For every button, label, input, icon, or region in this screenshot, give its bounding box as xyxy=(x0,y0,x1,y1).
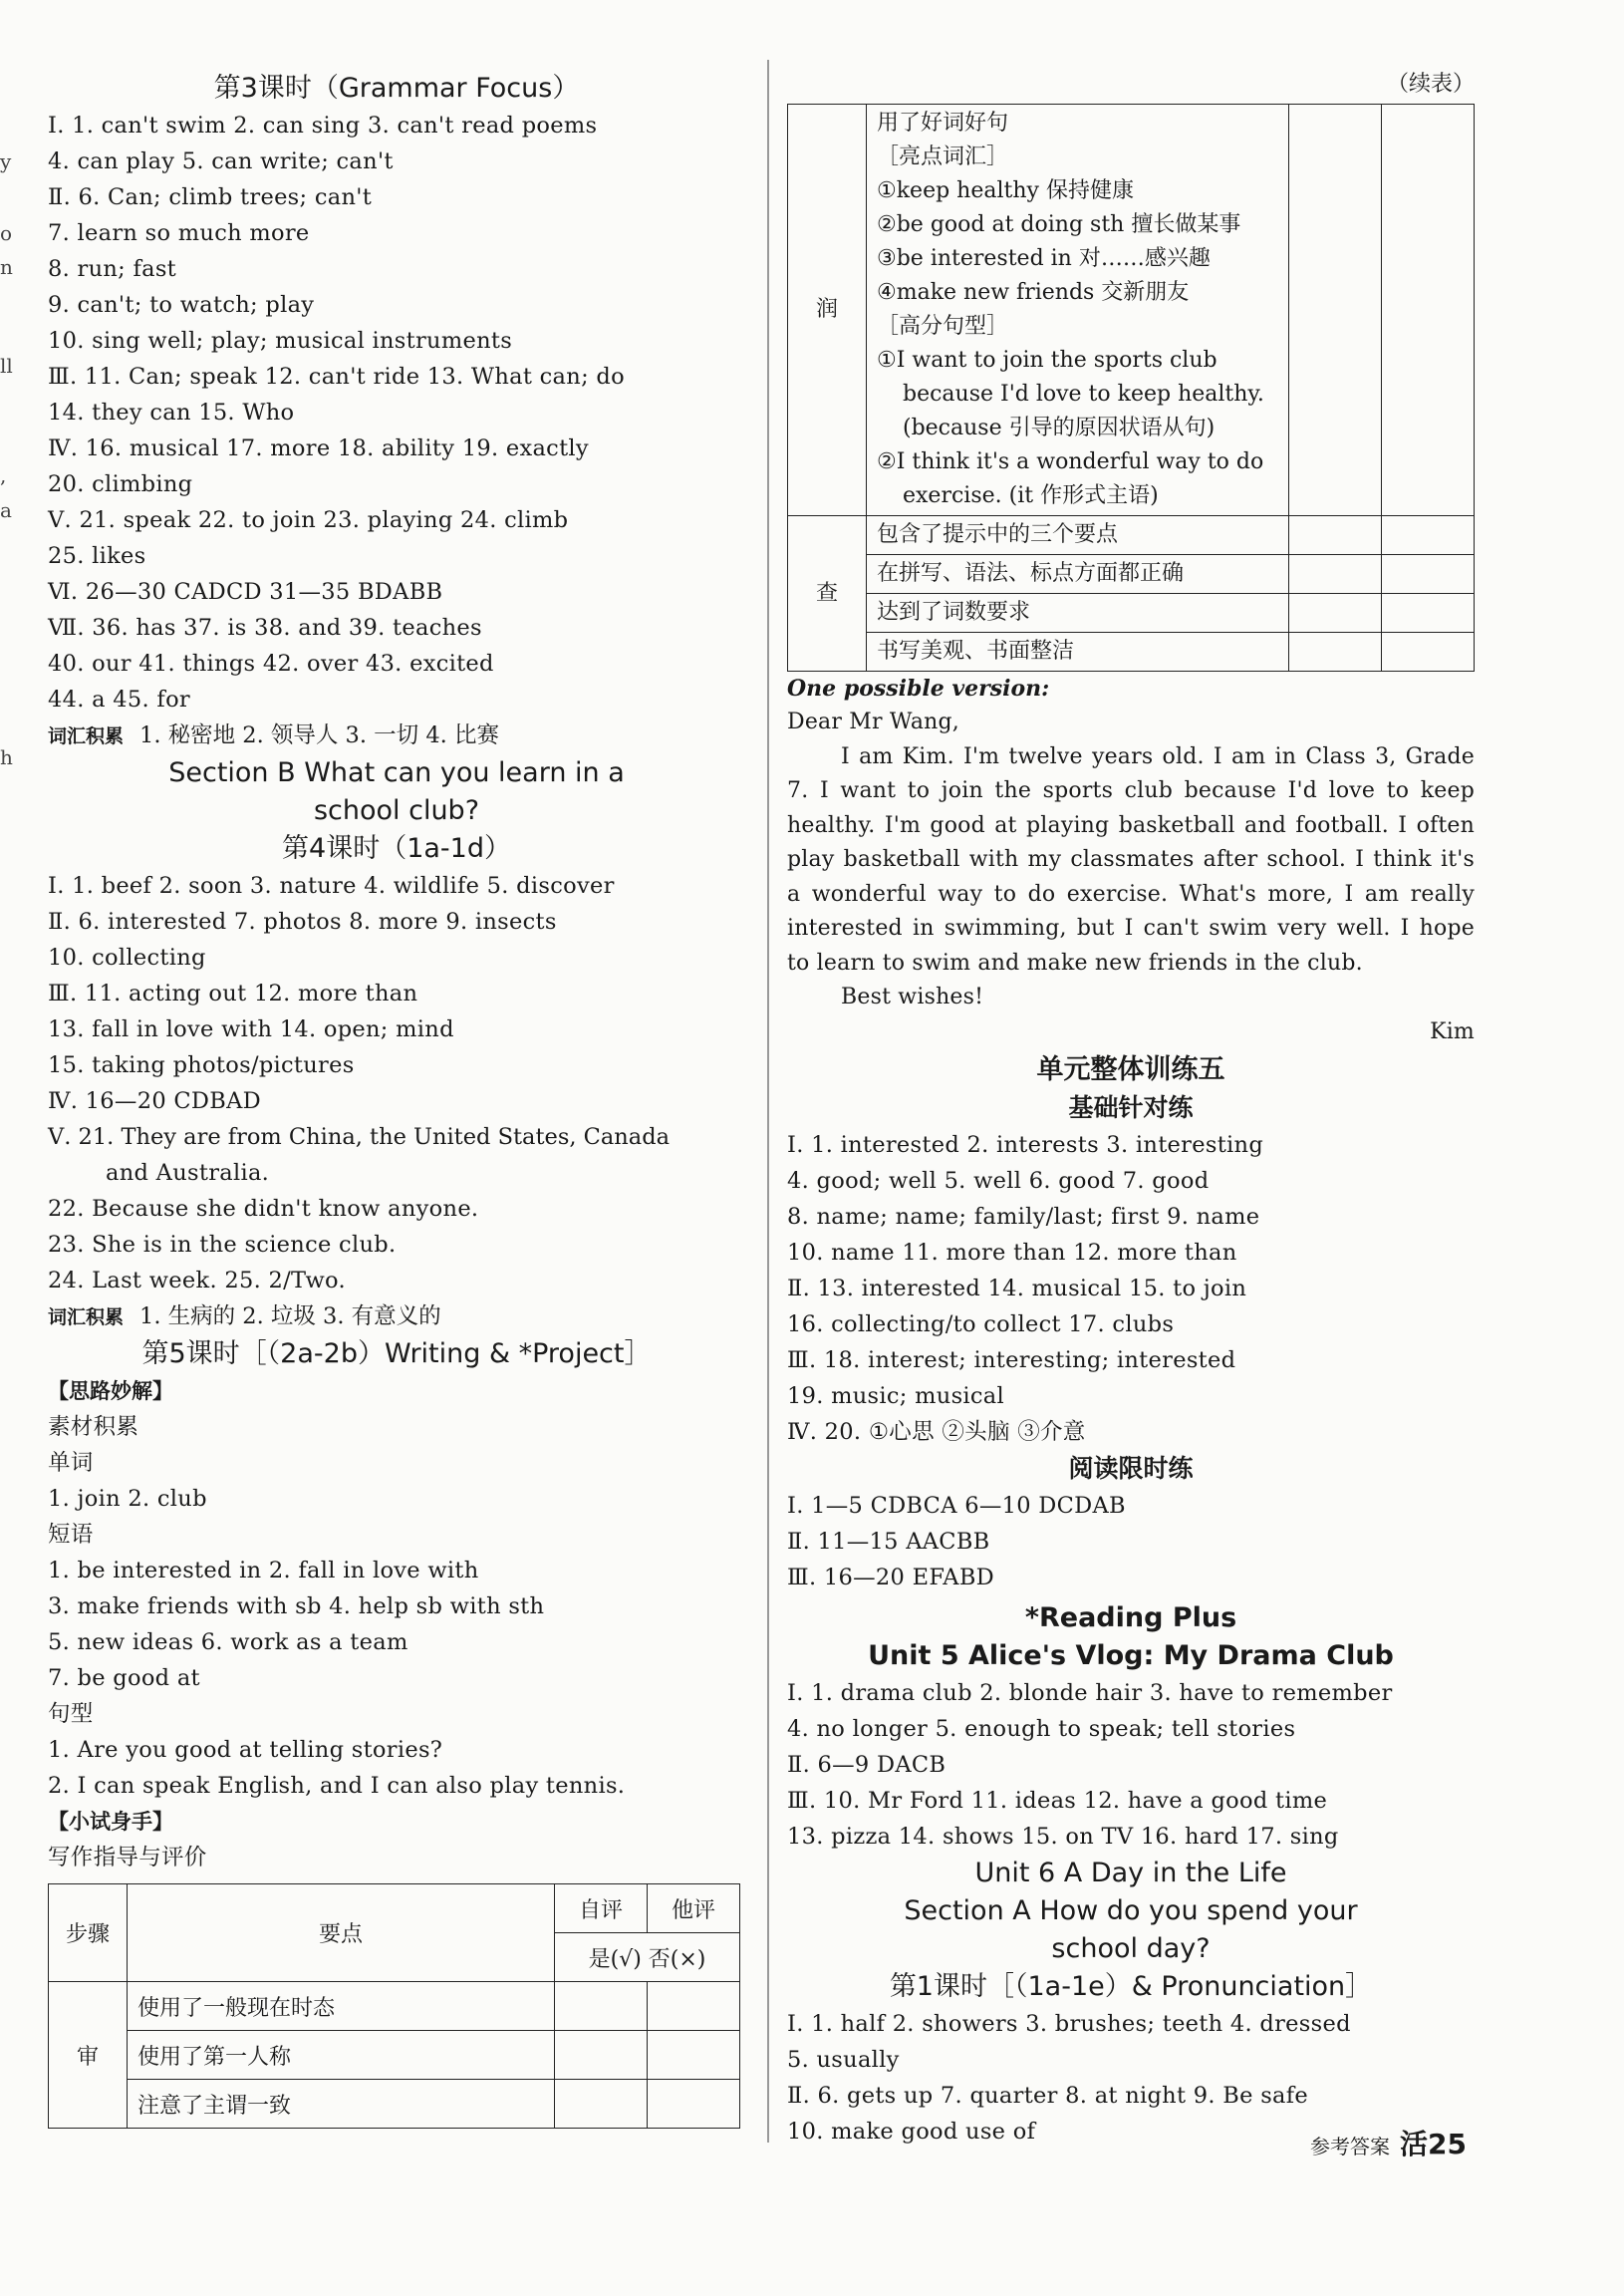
peer-eval-cell xyxy=(1382,105,1475,516)
essay-greeting: Dear Mr Wang, xyxy=(787,710,959,734)
peer-eval-cell xyxy=(648,2080,740,2129)
writing-evaluation-table-continued xyxy=(787,104,1475,672)
criterion-cell: 使用了一般现在时态 xyxy=(128,1982,555,2031)
answer-line: Ⅰ. 1. drama club 2. blonde hair 3. have to remember xyxy=(787,1680,1393,1706)
answer-line: 24. Last week. 25. 2/Two. xyxy=(48,1268,346,1293)
header-point: 要点 xyxy=(128,1884,555,1982)
answer-line: 8. name; name; family/last; first 9. name xyxy=(787,1204,1260,1230)
answer-line: Ⅱ. 6—9 DACB xyxy=(787,1752,947,1778)
answer-line: 5. usually xyxy=(787,2047,900,2073)
polish-line: ④make new friends 交新朋友 xyxy=(877,280,1190,305)
answer-line: Ⅰ. 1. interested 2. interests 3. interesting xyxy=(787,1132,1264,1158)
answer-line: 22. Because she didn't know anyone. xyxy=(48,1196,479,1222)
answer-line: Ⅲ. 11. Can; speak 12. can't ride 13. What can; do xyxy=(48,364,625,390)
continued-label: （续表） xyxy=(1386,72,1475,97)
vocab-tag: 词汇积累 xyxy=(48,725,125,747)
page-number: 活25 xyxy=(1400,2128,1467,2160)
phrase-line: 7. be good at xyxy=(48,1665,200,1691)
answer-line: 14. they can 15. Who xyxy=(48,400,295,426)
answer-line: Ⅰ. 1. beef 2. soon 3. nature 4. wildlife 5. discover xyxy=(48,873,615,899)
section-b-title: Section B What can you learn in a xyxy=(168,757,625,788)
sample-essay xyxy=(787,706,1475,1049)
polish-line: ①keep healthy 保持健康 xyxy=(877,178,1134,203)
vocab-accumulation xyxy=(48,718,745,754)
right-column xyxy=(787,70,1475,2150)
edge-char: , xyxy=(0,463,7,487)
answer-line: Ⅰ. 1. half 2. showers 3. brushes; teeth 4. dressed xyxy=(787,2011,1351,2037)
lesson3-title: 第3课时（Grammar Focus） xyxy=(213,73,580,104)
phrase-line: 5. new ideas 6. work as a team xyxy=(48,1629,408,1655)
answer-line: 4. good; well 5. well 6. good 7. good xyxy=(787,1168,1210,1194)
criterion-cell: 注意了主谓一致 xyxy=(128,2080,555,2129)
peer-eval-cell xyxy=(648,1982,740,2031)
sentences-label: 句型 xyxy=(48,1701,94,1727)
check-cell: 包含了提示中的三个要点 xyxy=(867,516,1289,555)
answer-line: Ⅰ. 1. can't swim 2. can sing 3. can't read poems xyxy=(48,113,598,139)
header-yes-no: 是(√) 否(×) xyxy=(555,1933,740,1982)
answer-line: 13. fall in love with 14. open; mind xyxy=(48,1016,454,1042)
self-eval-cell xyxy=(1289,594,1382,633)
self-eval-cell xyxy=(1289,633,1382,672)
answer-line: Ⅱ. 6. interested 7. photos 8. more 9. insects xyxy=(48,909,557,935)
header-self: 自评 xyxy=(555,1884,648,1933)
phrase-line: 1. be interested in 2. fall in love with xyxy=(48,1558,479,1583)
step-check: 查 xyxy=(788,516,867,672)
answer-line: Ⅳ. 16—20 CDBAD xyxy=(48,1088,261,1114)
section-a-title: Section A How do you spend your xyxy=(904,1895,1358,1926)
unit6-title: Unit 6 A Day in the Life xyxy=(974,1858,1287,1888)
answer-line: Ⅱ. 6. gets up 7. quarter 8. at night 9. Be safe xyxy=(787,2083,1308,2109)
words-label: 单词 xyxy=(48,1450,94,1476)
column-divider xyxy=(767,60,769,2143)
peer-eval-cell xyxy=(648,2031,740,2080)
vocab-text: 1. 生病的 2. 垃圾 3. 有意义的 xyxy=(139,1303,441,1329)
polish-line: because I'd love to keep healthy. xyxy=(903,382,1264,407)
words-line: 1. join 2. club xyxy=(48,1486,207,1512)
answer-line: Ⅱ. 13. interested 14. musical 15. to join xyxy=(787,1276,1247,1301)
answer-line: Ⅴ. 21. They are from China, the United States, Canada xyxy=(48,1124,671,1150)
essay-body: I am Kim. I'm twelve years old. I am in Class 3, Grade 7. I want to join the sports club because I'd love to keep healthy. I'm good at playing basketball and football. I often play basketball with my classmates after school. I think it's a wonderful way to do exercise. What's more, I am really interested in swimming, but I can't swim very well. I hope to learn to swim and make new friends in the club. xyxy=(787,743,1475,976)
idea-tag: 【思路妙解】 xyxy=(48,1379,173,1403)
footer-label: 参考答案 xyxy=(1310,2135,1391,2158)
header-peer: 他评 xyxy=(648,1884,740,1933)
edge-char: a xyxy=(0,498,12,522)
self-eval-cell xyxy=(1289,555,1382,594)
header-step: 步骤 xyxy=(49,1884,128,1982)
phrases-label: 短语 xyxy=(48,1522,94,1548)
criterion-cell: 使用了第一人称 xyxy=(128,2031,555,2080)
edge-char: o xyxy=(0,221,13,245)
unit5-title: Unit 5 Alice's Vlog: My Drama Club xyxy=(868,1640,1394,1671)
answer-line: Ⅱ. 6. Can; climb trees; can't xyxy=(48,184,373,210)
edge-char: n xyxy=(0,255,13,279)
answer-line: 25. likes xyxy=(48,543,146,569)
answer-line: 10. collecting xyxy=(48,945,206,971)
polish-line: ③be interested in 对……感兴趣 xyxy=(877,246,1211,271)
answer-line: Ⅲ. 18. interest; interesting; interested xyxy=(787,1347,1236,1373)
peer-eval-cell xyxy=(1382,633,1475,672)
essay-signature: Kim xyxy=(1430,1018,1475,1044)
page-footer xyxy=(1310,2123,1467,2162)
answer-line: Ⅶ. 36. has 37. is 38. and 39. teaches xyxy=(48,615,482,641)
answer-line: 23. She is in the science club. xyxy=(48,1232,397,1258)
answer-line: 9. can't; to watch; play xyxy=(48,292,315,318)
answer-line: 10. name 11. more than 12. more than xyxy=(787,1240,1237,1266)
polish-line: ②be good at doing sth 擅长做某事 xyxy=(877,212,1241,237)
answer-line: 44. a 45. for xyxy=(48,687,190,713)
lesson5-title: 第5课时［（2a-2b）Writing & *Project］ xyxy=(141,1338,652,1369)
reading-plus-title: *Reading Plus xyxy=(1024,1602,1237,1633)
answer-line: 13. pizza 14. shows 15. on TV 16. hard 17. sing xyxy=(787,1824,1339,1850)
answer-line: Ⅳ. 16. musical 17. more 18. ability 19. exactly xyxy=(48,435,589,461)
polish-line: ②I think it's a wonderful way to do xyxy=(877,449,1264,474)
polish-line: ［高分句型］ xyxy=(877,314,1009,339)
self-eval-cell xyxy=(555,1982,648,2031)
polish-content xyxy=(867,105,1289,516)
self-eval-cell xyxy=(555,2080,648,2129)
answer-line: Ⅱ. 11—15 AACBB xyxy=(787,1529,990,1555)
edge-char: h xyxy=(0,745,13,769)
answer-line: Ⅲ. 11. acting out 12. more than xyxy=(48,981,418,1006)
answer-line: Ⅲ. 10. Mr Ford 11. ideas 12. have a good time xyxy=(787,1788,1328,1814)
answer-line: 7. learn so much more xyxy=(48,220,310,246)
answer-line: 8. run; fast xyxy=(48,256,177,282)
step-review: 审 xyxy=(49,1982,128,2129)
vocab-text: 1. 秘密地 2. 领导人 3. 一切 4. 比赛 xyxy=(139,722,499,748)
self-eval-cell xyxy=(1289,516,1382,555)
polish-line: ①I want to join the sports club xyxy=(877,348,1218,373)
left-column xyxy=(48,70,745,2129)
answer-line: 40. our 41. things 42. over 43. excited xyxy=(48,651,494,677)
self-eval-cell xyxy=(555,2031,648,2080)
answer-line: 15. taking photos/pictures xyxy=(48,1052,355,1078)
check-cell: 书写美观、书面整洁 xyxy=(867,633,1289,672)
polish-line: ［亮点词汇］ xyxy=(877,144,1009,169)
answer-line: Ⅳ. 20. ①心思 ②头脑 ③介意 xyxy=(787,1419,1086,1445)
answer-line: 10. make good use of xyxy=(787,2119,1036,2145)
answer-line: 16. collecting/to collect 17. clubs xyxy=(787,1311,1175,1337)
edge-char: ll xyxy=(0,354,13,378)
writing-evaluation-table xyxy=(48,1883,740,2129)
try-tag: 【小试身手】 xyxy=(48,1810,173,1834)
answer-line: Ⅵ. 26—30 CADCD 31—35 BDABB xyxy=(48,579,443,605)
vocab-accumulation xyxy=(48,1298,745,1335)
check-cell: 在拼写、语法、标点方面都正确 xyxy=(867,555,1289,594)
reading-timed-title: 阅读限时练 xyxy=(1068,1454,1194,1483)
peer-eval-cell xyxy=(1382,516,1475,555)
version-label: One possible version: xyxy=(787,676,1050,702)
material-label: 素材积累 xyxy=(48,1414,139,1440)
answer-line: Ⅴ. 21. speak 22. to join 23. playing 24. climb xyxy=(48,507,569,533)
sentence-line: 2. I can speak English, and I can also play tennis. xyxy=(48,1773,626,1799)
sentence-line: 1. Are you good at telling stories? xyxy=(48,1737,443,1763)
answer-line: 10. sing well; play; musical instruments xyxy=(48,328,513,354)
answer-line: 4. no longer 5. enough to speak; tell stories xyxy=(787,1716,1296,1742)
lesson1-title: 第1课时［（1a-1e）& Pronunciation］ xyxy=(889,1971,1373,2002)
section-b-title-2: school club? xyxy=(313,795,480,826)
answer-line: 4. can play 5. can write; can't xyxy=(48,148,394,174)
step-polish: 润 xyxy=(788,105,867,516)
essay-closing: Best wishes! xyxy=(841,985,984,1009)
lesson4-title: 第4课时（1a-1d） xyxy=(282,833,511,864)
answer-line: Ⅲ. 16—20 EFABD xyxy=(787,1565,995,1590)
answer-line: and Australia. xyxy=(106,1160,270,1186)
self-eval-cell xyxy=(1289,105,1382,516)
polish-line: 用了好词好句 xyxy=(877,111,1009,136)
phrase-line: 3. make friends with sb 4. help sb with sth xyxy=(48,1593,545,1619)
writing-guide-label: 写作指导与评价 xyxy=(48,1845,207,1870)
check-cell: 达到了词数要求 xyxy=(867,594,1289,633)
answer-line: 20. climbing xyxy=(48,471,193,497)
vocab-tag: 词汇积累 xyxy=(48,1306,125,1328)
polish-line: (because 引导的原因状语从句) xyxy=(903,416,1216,440)
section-a-title-2: school day? xyxy=(1051,1933,1211,1964)
peer-eval-cell xyxy=(1382,594,1475,633)
answer-line: Ⅰ. 1—5 CDBCA 6—10 DCDAB xyxy=(787,1493,1126,1519)
unit-training-title: 单元整体训练五 xyxy=(1036,1054,1225,1085)
peer-eval-cell xyxy=(1382,555,1475,594)
answer-line: 19. music; musical xyxy=(787,1383,1005,1409)
basic-practice-title: 基础针对练 xyxy=(1068,1093,1194,1122)
edge-char: y xyxy=(0,149,12,173)
polish-line: exercise. (it 作形式主语) xyxy=(903,483,1159,508)
